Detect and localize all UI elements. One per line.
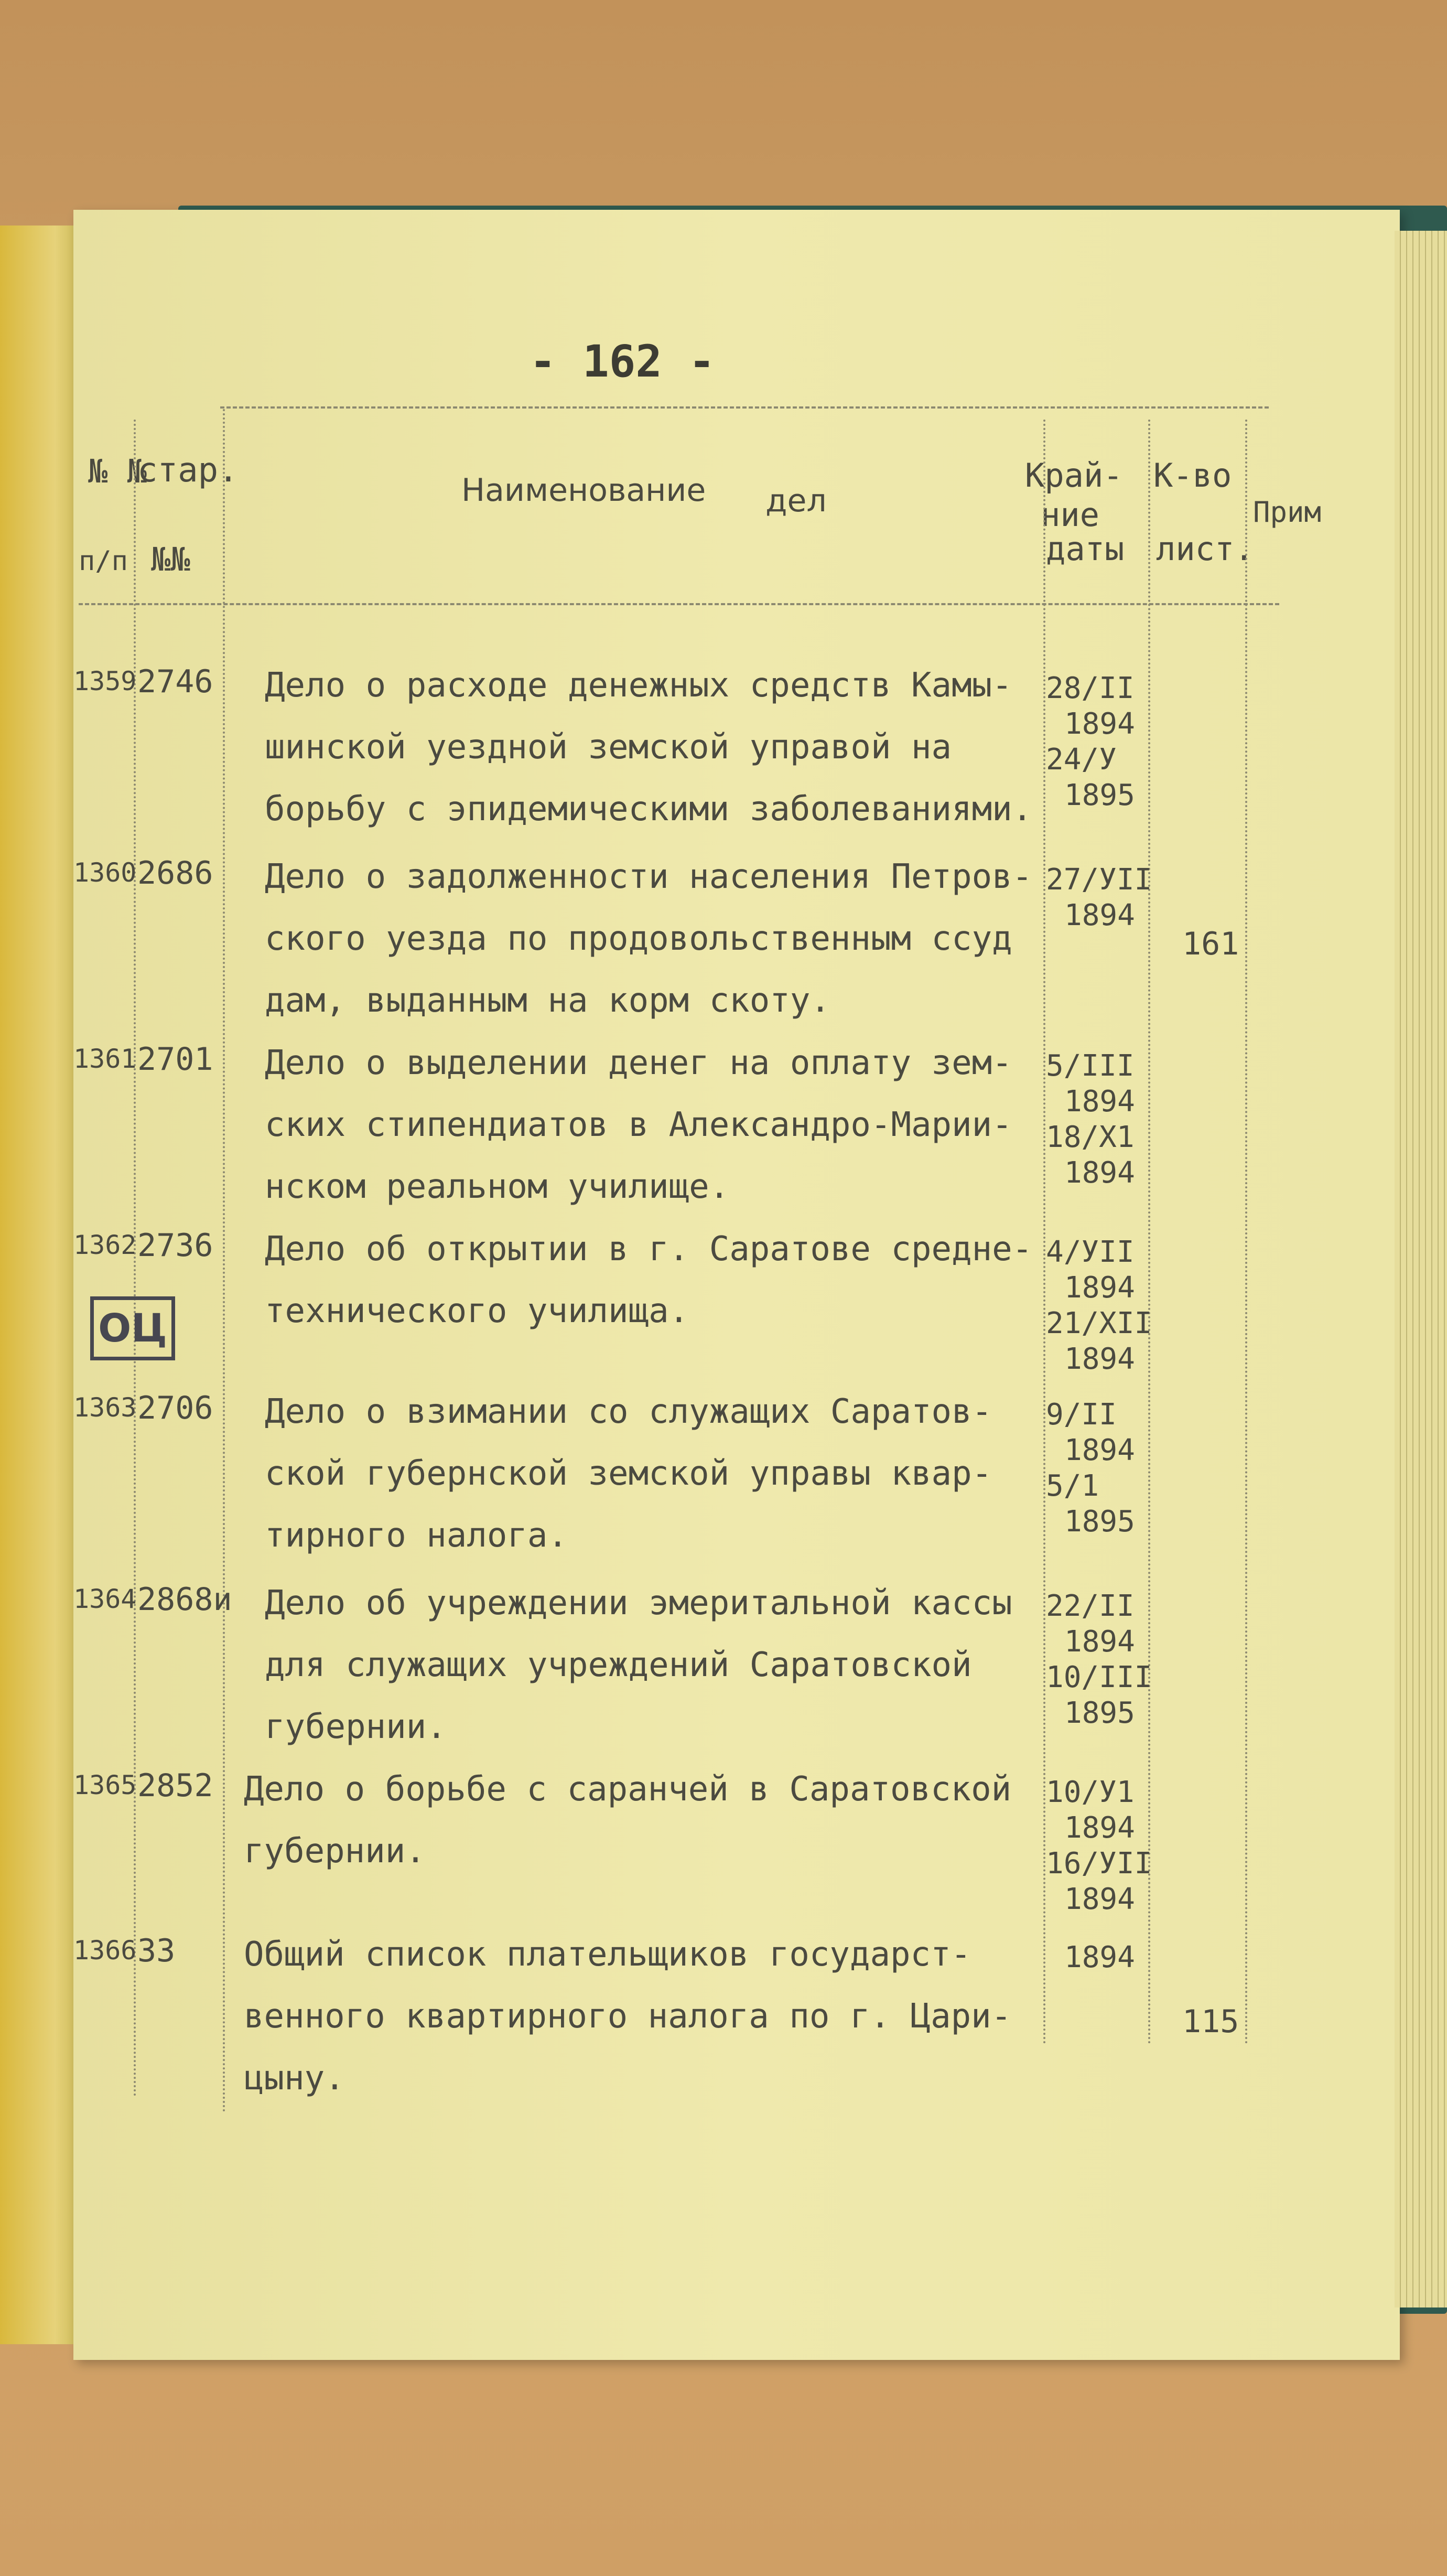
header-count-l2: лист. — [1156, 530, 1254, 568]
row-title-line: цыну. — [244, 2059, 345, 2098]
row-date: 1895 — [1064, 1696, 1135, 1730]
row-old-number: 2701 — [137, 1041, 213, 1078]
row-date: 1894 — [1064, 1940, 1135, 1974]
row-number: 1366 — [73, 1935, 137, 1966]
row-date: 10/III — [1046, 1660, 1152, 1694]
row-title-line: Дело о борьбе с саранчей в Саратовской — [244, 1770, 1012, 1809]
header-notes: Прим — [1253, 496, 1322, 529]
header-dates-l2: ние — [1041, 496, 1099, 534]
row-title-line: Общий список плательщиков государст- — [244, 1935, 971, 1974]
row-old-number: 33 — [137, 1933, 176, 1969]
row-title-line: ского уезда по продовольственным ссуд — [265, 919, 1012, 958]
row-date: 1895 — [1064, 1505, 1135, 1539]
row-number: 1359 — [73, 666, 137, 696]
page-stack-edges — [1395, 231, 1447, 2307]
header-top-rule — [220, 406, 1269, 409]
row-old-number: 2736 — [137, 1227, 213, 1264]
row-title-line: дам, выданным на корм скоту. — [265, 981, 830, 1020]
row-date: 16/УII — [1046, 1847, 1152, 1881]
row-title-line: Дело о выделении денег на оплату зем- — [265, 1044, 1012, 1082]
row-date: 1894 — [1064, 1433, 1135, 1467]
row-old-number: 2746 — [137, 663, 213, 700]
facing-page-edge — [0, 226, 79, 2344]
row-title-line: Дело о расходе денежных средств Камы- — [265, 666, 1012, 705]
row-title-line: ской губернской земской управы квар- — [265, 1454, 992, 1493]
header-dates-l3: даты — [1046, 530, 1125, 568]
row-date: 24/У — [1046, 743, 1117, 777]
row-date: 18/Х1 — [1046, 1120, 1135, 1154]
row-old-number: 2868и — [137, 1581, 232, 1618]
header-title-word1: Наименование — [461, 472, 706, 509]
row-title-line: венного квартирного налога по г. Цари- — [244, 1997, 1012, 2036]
row-title-line: Дело о взимании со служащих Саратов- — [265, 1392, 992, 1431]
row-title-line: борьбу с эпидемическими заболеваниями. — [265, 790, 1033, 829]
row-sheet-count: 161 — [1182, 926, 1239, 962]
row-old-number: 2686 — [137, 855, 213, 892]
row-date: 1894 — [1064, 707, 1135, 741]
header-count-l1: К-во — [1153, 456, 1232, 495]
page-number: - 162 - — [530, 336, 716, 387]
header-title-word2: дел — [765, 482, 827, 519]
row-title-line: Дело об открытии в г. Саратове средне- — [265, 1230, 1033, 1269]
header-pp-label: п/п — [79, 545, 128, 577]
row-number: 1363 — [73, 1392, 137, 1423]
row-date: 22/II — [1046, 1589, 1135, 1623]
row-number: 1365 — [73, 1770, 137, 1800]
header-old-label: стар. — [137, 451, 239, 490]
header-dates-l1: Край- — [1025, 456, 1123, 495]
column-divider — [1043, 420, 1045, 2045]
row-date: 21/ХII — [1046, 1306, 1152, 1340]
row-date: 27/УII — [1046, 863, 1152, 897]
row-date: 1894 — [1064, 1625, 1135, 1659]
row-date: 5/III — [1046, 1049, 1135, 1083]
row-date: 1894 — [1064, 1342, 1135, 1376]
row-title-line: губернии. — [265, 1708, 447, 1746]
row-number: 1361 — [73, 1044, 137, 1074]
row-title-line: губернии. — [244, 1832, 426, 1871]
row-title-line: нском реальном училище. — [265, 1167, 730, 1206]
row-title-line: шинской уездной земской управой на — [265, 728, 952, 767]
row-date: 1894 — [1064, 1882, 1135, 1916]
row-old-number: 2706 — [137, 1390, 213, 1426]
row-date: 1894 — [1064, 1271, 1135, 1305]
row-title-line: Дело об учреждении эмеритальной кассы — [265, 1584, 1012, 1623]
row-number: 1360 — [73, 857, 137, 888]
row-date: 10/У1 — [1046, 1775, 1135, 1809]
row-old-number: 2852 — [137, 1767, 213, 1804]
header-bottom-rule — [79, 603, 1279, 605]
row-number: 1362 — [73, 1230, 137, 1260]
column-divider — [223, 409, 225, 2113]
row-date: 1894 — [1064, 898, 1135, 932]
row-date: 1894 — [1064, 1156, 1135, 1190]
row-date: 4/УII — [1046, 1235, 1135, 1269]
row-title-line: Дело о задолженности населения Петров- — [265, 857, 1033, 896]
row-date: 5/1 — [1046, 1469, 1099, 1503]
row-sheet-count: 115 — [1182, 2003, 1239, 2040]
row-date: 1894 — [1064, 1085, 1135, 1119]
header-num-label: № № — [88, 452, 147, 490]
archive-stamp: ОЦ — [90, 1296, 175, 1360]
row-title-line: технического училища. — [265, 1292, 689, 1330]
row-number: 1364 — [73, 1584, 137, 1614]
row-title-line: тирного налога. — [265, 1516, 568, 1555]
row-title-line: ских стипендиатов в Александро-Марии- — [265, 1105, 1012, 1144]
row-date: 1894 — [1064, 1811, 1135, 1845]
row-date: 1895 — [1064, 778, 1135, 812]
column-divider — [1245, 420, 1247, 2045]
row-date: 28/II — [1046, 671, 1135, 705]
header-old-num-label: №№ — [151, 540, 190, 578]
column-divider — [1148, 420, 1150, 2045]
row-date: 9/II — [1046, 1398, 1117, 1432]
row-title-line: для служащих учреждений Саратовской — [265, 1646, 972, 1684]
